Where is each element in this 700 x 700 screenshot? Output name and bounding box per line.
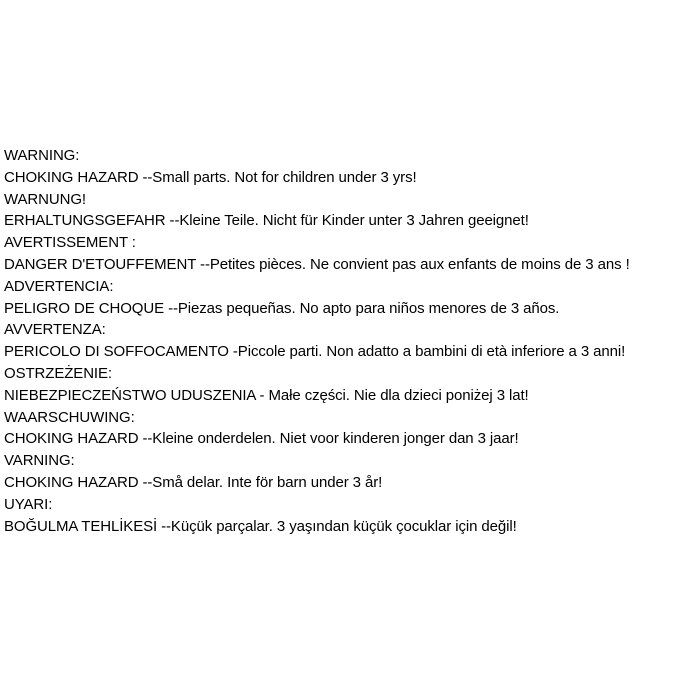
warning-heading-italian: AVVERTENZA:	[4, 321, 106, 339]
warning-text-block	[4, 145, 694, 537]
warning-text-polish: NIEBEZPIECZEŃSTWO UDUSZENIA - Małe części. Nie dla dzieci poniżej 3 lat!	[4, 386, 529, 404]
warning-heading-swedish: VARNING:	[4, 452, 75, 470]
warning-heading-dutch: WAARSCHUWING:	[4, 408, 135, 426]
warning-heading-spanish: ADVERTENCIA:	[4, 277, 114, 295]
warning-text-italian: PERICOLO DI SOFFOCAMENTO -Piccole parti. Non adatto a bambini di età inferiore a 3 anni!	[4, 343, 626, 361]
warning-text-english: CHOKING HAZARD --Small parts. Not for children under 3 yrs!	[4, 168, 417, 186]
warning-text-turkish: BOĞULMA TEHLİKESİ --Küçük parçalar. 3 yaşından küçük çocuklar için değil!	[4, 517, 517, 535]
warning-text-german: ERHALTUNGSGEFAHR --Kleine Teile. Nicht für Kinder unter 3 Jahren geeignet!	[4, 212, 529, 230]
warning-heading-polish: OSTRZEŻENIE:	[4, 364, 112, 382]
warning-heading-german: WARNUNG!	[4, 190, 86, 208]
warning-text-swedish: CHOKING HAZARD --Små delar. Inte för barn under 3 år!	[4, 473, 383, 491]
warning-heading-english: WARNING:	[4, 147, 80, 164]
warning-text-spanish: PELIGRO DE CHOQUE --Piezas pequeñas. No apto para niños menores de 3 años.	[4, 299, 560, 317]
warning-text-dutch: CHOKING HAZARD --Kleine onderdelen. Niet voor kinderen jonger dan 3 jaar!	[4, 430, 519, 448]
warning-heading-french: AVERTISSEMENT :	[4, 234, 136, 252]
warning-heading-turkish: UYARI:	[4, 495, 53, 513]
warning-text-french: DANGER D'ETOUFFEMENT --Petites pièces. Ne convient pas aux enfants de moins de 3 ans !	[4, 255, 630, 273]
